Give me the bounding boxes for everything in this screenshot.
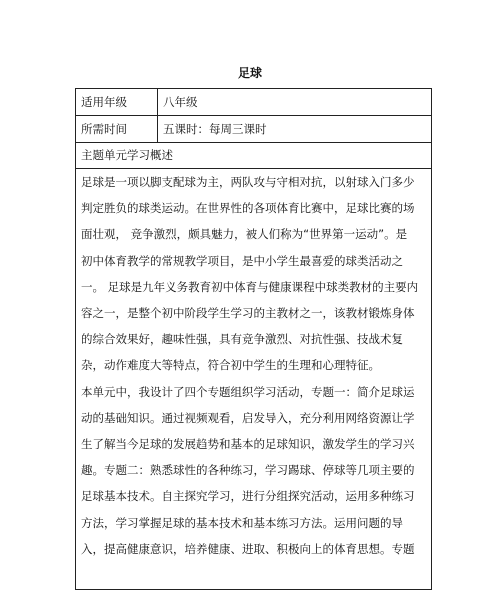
overview-heading: 主题单元学习概述 — [81, 148, 173, 162]
body-line: 初中体育教学的常规教学项目，是中小学生最喜爱的球类活动之 — [81, 253, 403, 268]
body-line: 的综合效果好，趣味性强，具有竞争激烈、对抗性强、技战术复 — [81, 332, 403, 347]
body-line: 足球是一项以脚支配球为主，两队攻与守相对抗，以射球入门多少 — [81, 175, 415, 189]
body-line: 本单元中，我设计了四个专题组织学习活动，专题一：简介足球运 — [81, 384, 415, 399]
body-line: 动的基础知识。通过视频观看，启发导入，充分利用网络资源让学 — [81, 410, 415, 425]
table-row — [76, 169, 431, 589]
body-line: 入，提高健康意识，培养健康、进取、积极向上的体育思想。专题 — [81, 541, 415, 556]
body-line: 生了解当今足球的发展趋势和基本的足球知识，激发学生的学习兴 — [81, 437, 415, 452]
body-line: 趣。专题二：熟悉球性的各种练习，学习踢球、停球等几项主要的 — [81, 463, 415, 478]
body-line: 杂，动作难度大等特点，符合初中学生的生理和心理特征。 — [81, 358, 380, 373]
body-line: 面壮观， 竞争激烈，颇具魅力，被人们称为“世界第一运动”。是 — [81, 227, 408, 242]
body-line: 一。 足球是九年义务教育初中体育与健康课程中球类教材的主要内 — [81, 279, 419, 294]
body-line: 容之一，是整个初中阶段学生学习的主教材之一，该教材锻炼身体 — [81, 306, 415, 321]
time-value: 五课时：每周三课时 — [163, 122, 267, 136]
table-row — [76, 89, 431, 116]
body-line: 判定胜负的球类运动。在世界性的各项体育比赛中，足球比赛的场 — [81, 201, 415, 216]
overview-body — [76, 169, 431, 589]
body-line: 足球基本技术。自主探究学习，进行分组探究活动，运用多种练习 — [81, 489, 415, 504]
time-label: 所需时间 — [76, 116, 158, 142]
grade-label: 适用年级 — [76, 89, 158, 115]
body-line: 方法，学习掌握足球的基本技术和基本练习方法。运用问题的导 — [81, 515, 403, 530]
lesson-info-table — [75, 88, 432, 590]
document-title: 足球 — [237, 66, 262, 80]
grade-value: 八年级 — [163, 95, 198, 109]
table-row — [76, 143, 431, 169]
table-row — [76, 116, 431, 143]
